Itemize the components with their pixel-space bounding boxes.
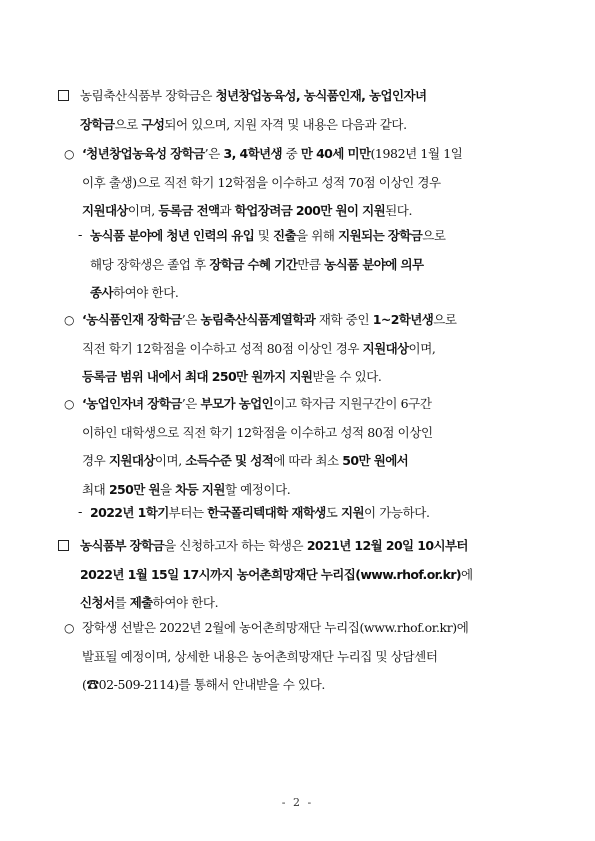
text-run: 으로: [433, 312, 457, 327]
text-run: ’은: [181, 312, 201, 327]
bold-text-run: 1~2학년생: [372, 312, 434, 327]
text-run: 을 위해: [295, 228, 339, 243]
text-line: [80, 561, 473, 590]
text-line: [82, 419, 433, 448]
text-run: 발표될 예정이며, 상세한 내용은 농어촌희망재단 누리집 및 상담센터: [82, 648, 438, 664]
text-line: [82, 671, 468, 700]
circle-bullet-icon: ○: [64, 397, 75, 411]
bold-text-run: 2022년 1학기: [90, 505, 169, 520]
text-line: [82, 614, 468, 643]
paragraph-agrifood-talent: [64, 306, 457, 392]
text-run: 및: [254, 228, 274, 243]
text-run: 만큼: [297, 256, 325, 272]
bold-text-run: 차등 지원: [175, 481, 225, 497]
bold-text-run: ‘청년창업농육성 장학금: [82, 146, 205, 161]
text-run: 된다.: [385, 203, 413, 218]
text-line: [90, 279, 446, 308]
text-run: 에: [461, 566, 473, 582]
paragraph-text: [82, 306, 457, 392]
text-run: 이 가능하다.: [364, 505, 430, 520]
paragraph-application: [58, 532, 473, 618]
text-run: 이며,: [154, 453, 186, 468]
text-run: 이고 학자금 지원구간이 6구간: [273, 396, 432, 411]
text-line: [82, 643, 468, 672]
circle-bullet-icon: ○: [64, 147, 75, 161]
text-run: 부터는: [168, 505, 208, 520]
text-run: 과: [219, 203, 235, 218]
bold-text-run: 장학금 수혜 기간: [209, 256, 298, 272]
text-run: 을: [159, 481, 176, 497]
text-line: [80, 532, 473, 561]
text-run: 에 따라 최소: [273, 453, 343, 468]
text-run: 를: [114, 595, 130, 610]
paragraph-youth-startup-duty: [78, 222, 446, 308]
bold-text-run: 한국폴리텍대학 재학생: [207, 505, 326, 520]
text-run: 이후 출생)으로 직전 학기 12학점을 이수하고 성적 70점 이상인 경우: [82, 174, 441, 190]
text-line: [90, 251, 446, 280]
text-run: 농림축산식품부 장학금은: [80, 88, 216, 103]
text-line: [82, 306, 457, 335]
paragraph-farmer-children: [64, 390, 433, 504]
text-run: 하여야 한다.: [112, 285, 179, 300]
text-line: [82, 169, 462, 198]
bold-text-run: 등록금 범위 내에서 최대 250만 원까지 지원: [82, 369, 313, 384]
bold-text-run: 지원대상: [82, 203, 128, 218]
paragraph-text: [90, 499, 430, 528]
text-run: 할 예정이다.: [224, 481, 291, 497]
text-line: [82, 447, 433, 476]
circle-bullet-icon: ○: [64, 313, 75, 327]
bold-text-run: 구성: [141, 116, 165, 132]
bold-text-run: 종사: [90, 285, 113, 300]
bold-text-run: 지원대상: [108, 453, 155, 468]
bold-text-run: 농식품 분야에 의무: [324, 256, 424, 272]
text-line: [82, 390, 433, 419]
text-run: 도: [325, 505, 342, 520]
text-run: 경우: [82, 453, 109, 468]
text-run: (1982년 1월 1일: [370, 146, 463, 161]
paragraph-youth-startup: [64, 140, 463, 226]
bold-text-run: 농림축산식품계열학과: [200, 312, 316, 327]
text-line: [82, 335, 457, 364]
paragraph-announcement: [64, 614, 469, 700]
text-run: 받을 수 있다.: [312, 369, 382, 384]
bold-text-run: 농식품 분야에 청년 인력의 유입: [90, 228, 255, 243]
text-run: 으로: [114, 116, 142, 132]
paragraph-polytech-note: [78, 499, 430, 528]
paragraph-text: [82, 140, 462, 226]
bold-text-run: 3, 4학년생: [223, 146, 283, 161]
paragraph-text: [80, 532, 473, 618]
bold-text-run: 학업장려금 200만 원이 지원: [234, 203, 386, 218]
bold-text-run: 지원: [341, 505, 364, 520]
text-run: 으로: [422, 228, 446, 243]
bold-text-run: 농식품부 장학금: [80, 538, 165, 553]
text-run: 직전 학기 12학점을 이수하고 성적 80점 이상인 경우: [82, 340, 363, 356]
paragraph-scholarship-types: [58, 82, 427, 139]
text-run: 최대: [82, 481, 109, 497]
bold-text-run: 진출: [273, 228, 296, 243]
bold-text-run: 청년창업농육성, 농식품인재, 농업인자녀: [215, 88, 427, 103]
text-run: 해당 장학생은 졸업 후: [90, 256, 210, 272]
circle-bullet-icon: ○: [64, 621, 75, 635]
bold-text-run: 2022년 1월 15일 17시까지 농어촌희망재단 누리집(www.rhof.or.kr): [80, 566, 462, 582]
paragraph-text: [82, 390, 433, 504]
page-number: - 2 -: [281, 796, 314, 809]
bold-text-run: 제출: [129, 595, 153, 610]
text-run: 되어 있으며, 지원 자격 및 내용은 다음과 같다.: [164, 116, 407, 132]
bold-text-run: ‘농식품인재 장학금: [82, 312, 182, 327]
square-bullet-icon: [58, 540, 69, 551]
bold-text-run: 소득수준 및 성적: [185, 453, 274, 468]
text-run: 중: [282, 146, 301, 161]
text-line: [90, 222, 446, 251]
dash-bullet-icon: -: [78, 505, 82, 520]
bold-text-run: 등록금 전액: [158, 203, 220, 218]
bold-text-run: 부모가 농업인: [200, 396, 274, 411]
dash-bullet-icon: -: [78, 228, 82, 243]
bold-text-run: 장학금: [80, 116, 115, 132]
paragraph-text: [82, 614, 468, 700]
text-run: 이며,: [127, 203, 159, 218]
text-run: 장학생 선발은 2022년 2월에 농어촌희망재단 누리집(www.rhof.or.kr)에: [82, 620, 469, 635]
paragraph-text: [80, 82, 426, 139]
text-line: [82, 363, 457, 392]
text-line: [80, 111, 426, 140]
bold-text-run: 신청서: [80, 595, 115, 610]
bold-text-run: ‘농업인자녀 장학금: [82, 396, 182, 411]
text-line: [82, 140, 462, 169]
bold-text-run: 2021년 12월 20일 10시부터: [306, 538, 468, 553]
bold-text-run: 50만 원에서: [342, 453, 409, 468]
paragraph-text: [90, 222, 446, 308]
bold-text-run: 지원대상: [362, 340, 409, 356]
square-bullet-icon: [58, 90, 69, 101]
text-run: 재학 중인: [315, 312, 373, 327]
bold-text-run: 만 40세 미만: [300, 146, 371, 161]
text-run: 을 신청하고자 하는 학생은: [164, 538, 307, 553]
text-run: 이하인 대학생으로 직전 학기 12학점을 이수하고 성적 80점 이상인: [82, 424, 433, 440]
text-run: 하여야 한다.: [152, 595, 219, 610]
text-run: ’은: [204, 146, 224, 161]
text-line: [90, 499, 430, 528]
bold-text-run: 250만 원: [108, 481, 160, 497]
text-run: (☎02-509-2114)를 통해서 안내받을 수 있다.: [82, 677, 325, 692]
bold-text-run: 지원되는 장학금: [338, 228, 423, 243]
text-run: 이며,: [408, 340, 436, 356]
text-run: ’은: [181, 396, 201, 411]
text-line: [80, 82, 426, 111]
